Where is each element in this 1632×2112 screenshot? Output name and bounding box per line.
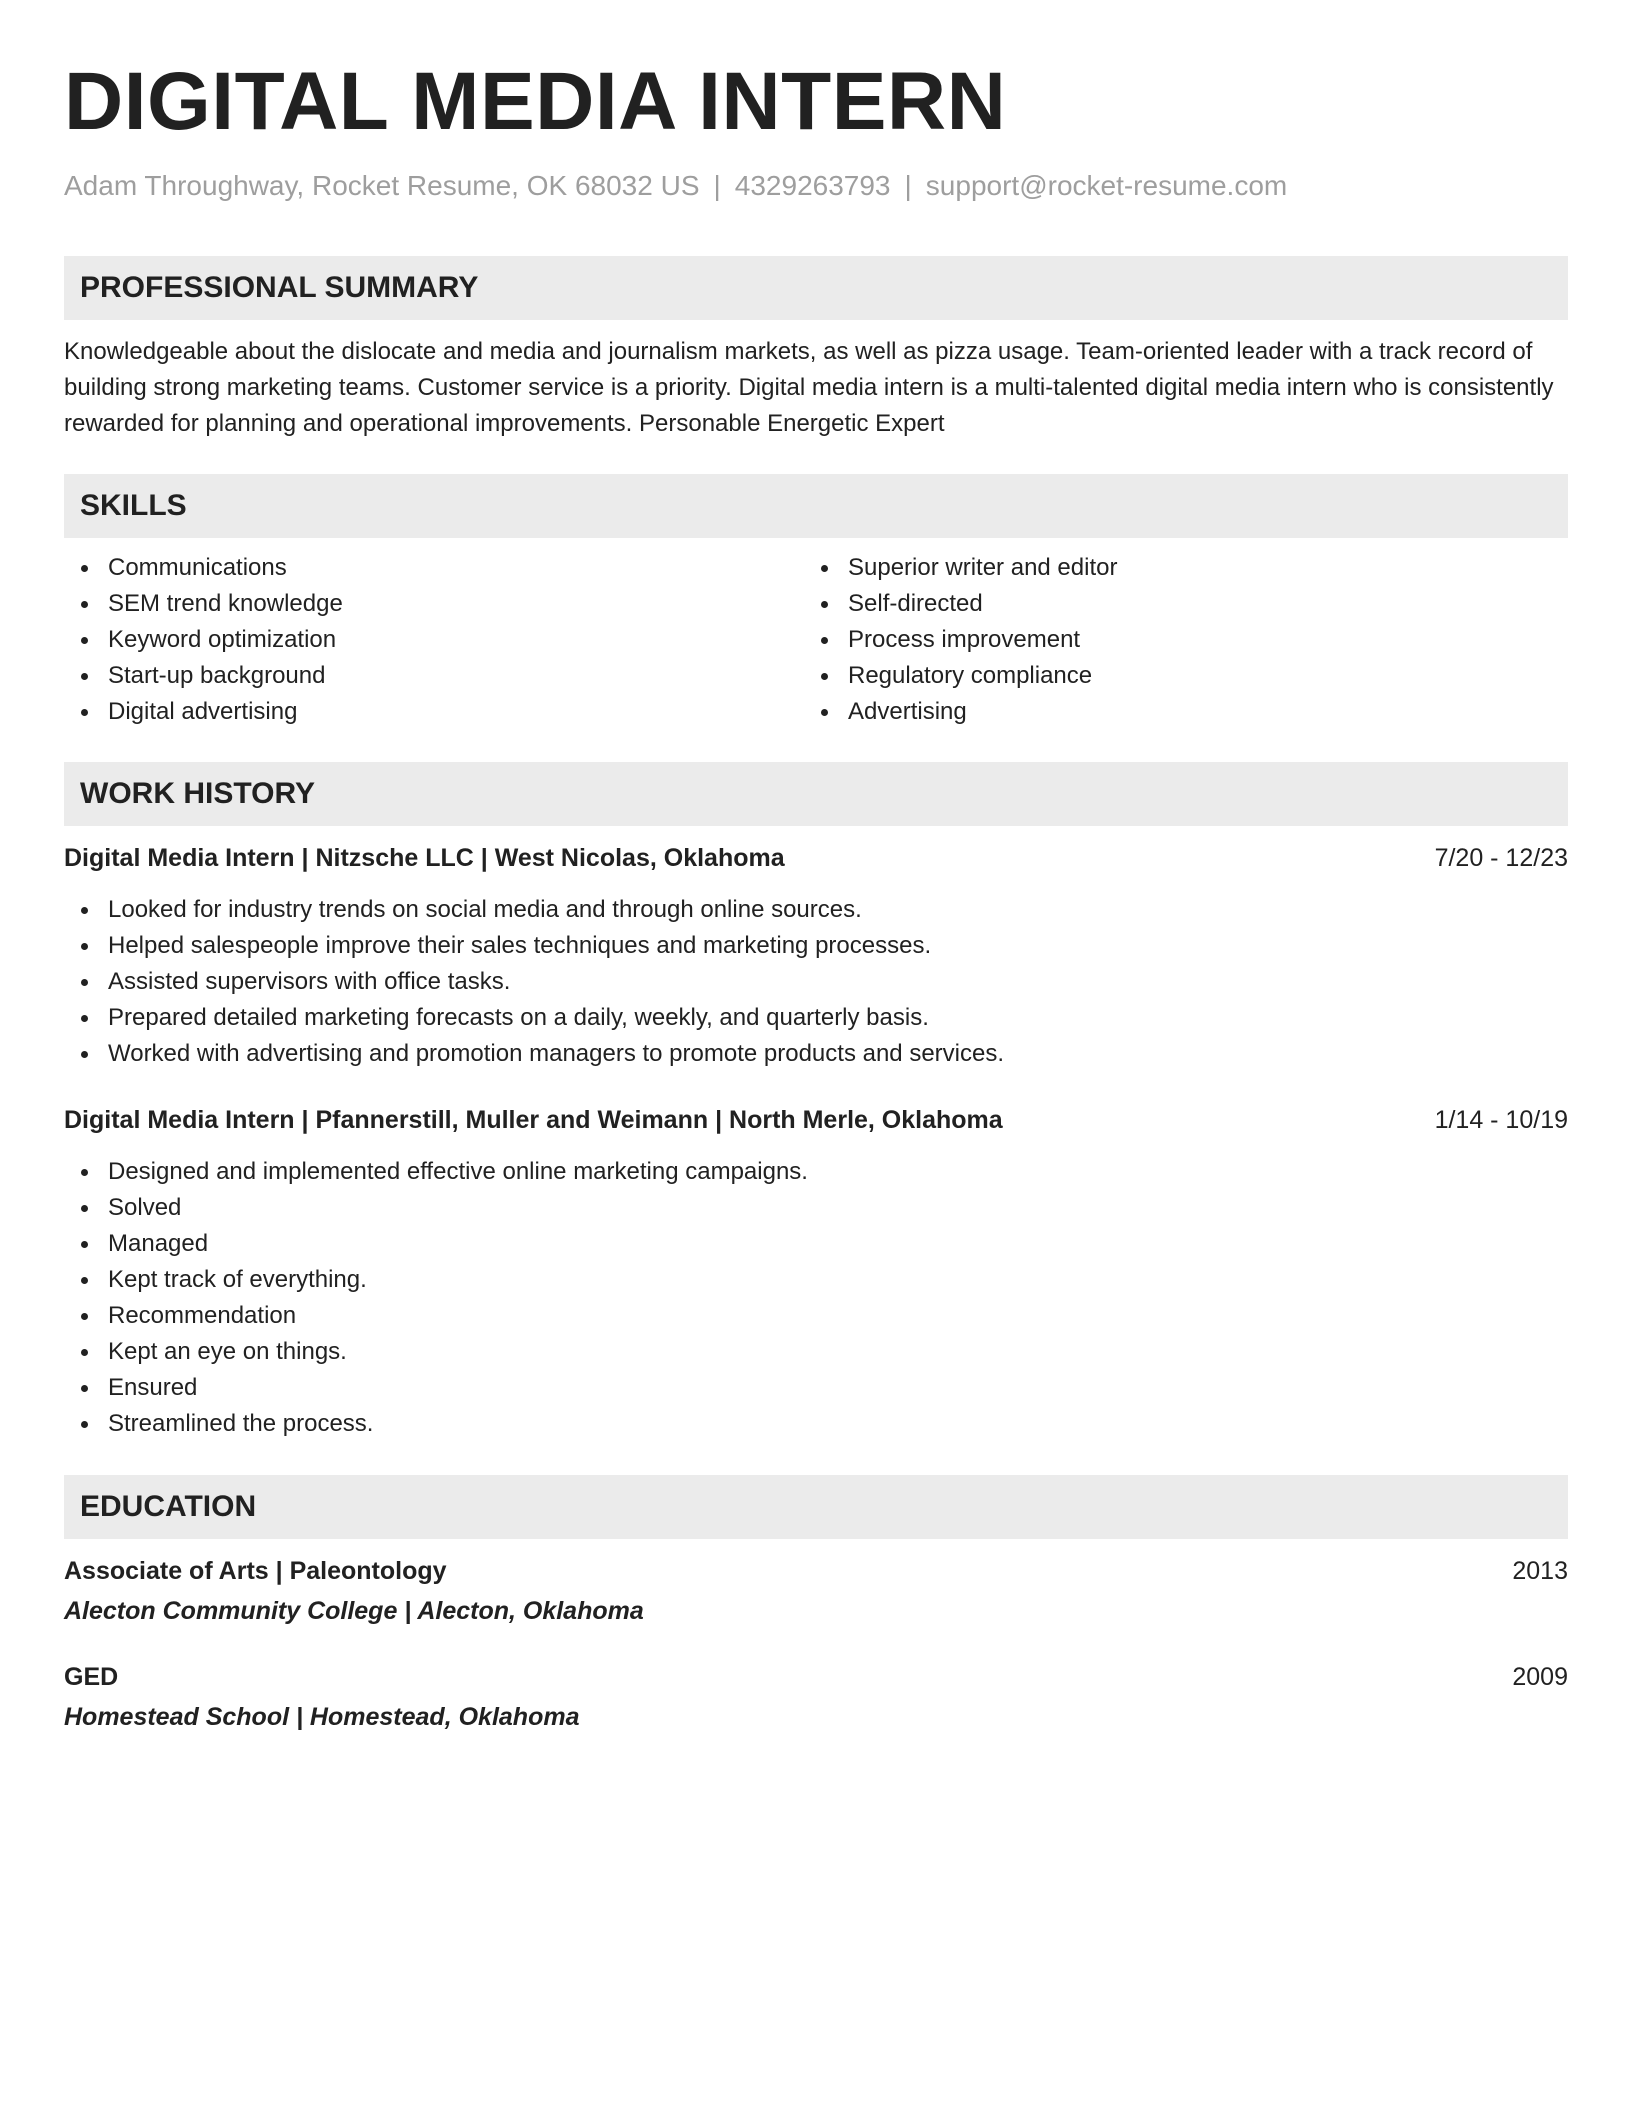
skills-column-right <box>804 550 1544 730</box>
job-duty: Recommendation <box>64 1298 1568 1334</box>
section-header-education: EDUCATION <box>64 1475 1568 1539</box>
education-header <box>64 1553 1568 1589</box>
contact-line <box>64 168 1568 204</box>
education-year: 2009 <box>1512 1663 1568 1691</box>
job-duty: Assisted supervisors with office tasks. <box>64 964 1568 1000</box>
job-duties <box>64 892 1568 1072</box>
job-duty: Helped salespeople improve their sales techniques and marketing processes. <box>64 928 1568 964</box>
contact-email[interactable]: support@rocket-resume.com <box>925 170 1288 201</box>
skills-list <box>64 550 1568 730</box>
section-header-skills: SKILLS <box>64 474 1568 538</box>
job-title: Digital Media Intern | Nitzsche LLC | West Nicolas, Oklahoma <box>64 844 785 872</box>
education-school: Homestead School | Homestead, Oklahoma <box>64 1703 580 1731</box>
job-duty: Prepared detailed marketing forecasts on a daily, weekly, and quarterly basis. <box>64 1000 1568 1036</box>
job-title: Digital Media Intern | Pfannerstill, Muller and Weimann | North Merle, Oklahoma <box>64 1106 1003 1134</box>
skill-item: SEM trend knowledge <box>64 586 804 622</box>
section-header-work-history: WORK HISTORY <box>64 762 1568 826</box>
skill-item: Advertising <box>804 694 1544 730</box>
skill-item: Keyword optimization <box>64 622 804 658</box>
summary-text: Knowledgeable about the dislocate and media and journalism markets, as well as pizza usage. Team-oriented leader with a track record of building strong marketing teams. Customer service is a priority. Digital media intern is a multi-talented digital media intern who is consistently rewarded for planning and operational improvements. Personable Energetic Expert <box>64 338 1554 437</box>
education-school: Alecton Community College | Alecton, Oklahoma <box>64 1597 644 1625</box>
contact-separator: | <box>904 170 912 201</box>
job-duty: Managed <box>64 1226 1568 1262</box>
job-dates: 7/20 - 12/23 <box>1434 844 1568 872</box>
education-header <box>64 1659 1568 1695</box>
education-degree: GED <box>64 1663 119 1691</box>
job-entry <box>64 1102 1568 1442</box>
job-header <box>64 840 1568 876</box>
job-duty: Solved <box>64 1190 1568 1226</box>
skill-item: Regulatory compliance <box>804 658 1544 694</box>
skill-item: Self-directed <box>804 586 1544 622</box>
resume-title: DIGITAL MEDIA INTERN <box>64 56 1007 147</box>
contact-address: Adam Throughway, Rocket Resume, OK 68032 US <box>64 170 700 201</box>
job-duties <box>64 1154 1568 1442</box>
job-header <box>64 1102 1568 1138</box>
skill-item: Digital advertising <box>64 694 804 730</box>
education-year: 2013 <box>1512 1557 1568 1585</box>
job-duty: Looked for industry trends on social media and through online sources. <box>64 892 1568 928</box>
skills-column-left <box>64 550 804 730</box>
job-duty: Kept an eye on things. <box>64 1334 1568 1370</box>
job-duty: Streamlined the process. <box>64 1406 1568 1442</box>
job-duty: Ensured <box>64 1370 1568 1406</box>
skill-item: Communications <box>64 550 804 586</box>
education-entry <box>64 1659 1568 1735</box>
section-header-summary: PROFESSIONAL SUMMARY <box>64 256 1568 320</box>
education-entry <box>64 1553 1568 1629</box>
job-duty: Designed and implemented effective online marketing campaigns. <box>64 1154 1568 1190</box>
job-duty: Worked with advertising and promotion managers to promote products and services. <box>64 1036 1568 1072</box>
contact-separator: | <box>713 170 721 201</box>
contact-phone: 4329263793 <box>734 170 891 201</box>
skill-item: Superior writer and editor <box>804 550 1544 586</box>
job-dates: 1/14 - 10/19 <box>1434 1106 1568 1134</box>
skill-item: Process improvement <box>804 622 1544 658</box>
skill-item: Start-up background <box>64 658 804 694</box>
education-degree: Associate of Arts | Paleontology <box>64 1557 447 1585</box>
job-duty: Kept track of everything. <box>64 1262 1568 1298</box>
job-entry <box>64 840 1568 1072</box>
